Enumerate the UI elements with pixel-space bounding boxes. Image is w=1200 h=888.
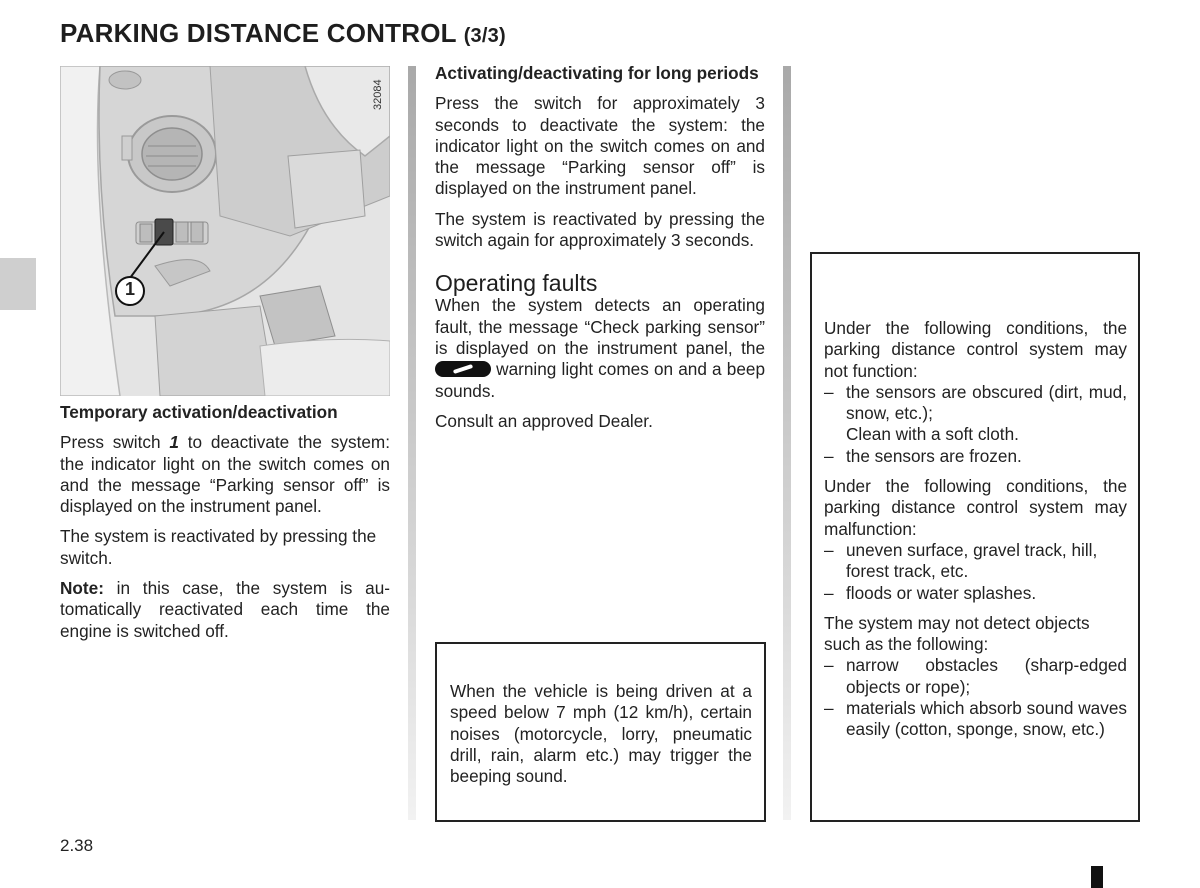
- conditions-box: [810, 252, 1140, 822]
- list-item-text: the sensors are frozen.: [846, 445, 1022, 466]
- list-item-text: narrow obstacles (sharp-edged objects or rope);: [846, 655, 1127, 697]
- list-item: [824, 655, 1127, 698]
- chapter-tab: [0, 258, 36, 310]
- not-detect-intro: The system may not detect objects such as the following:: [824, 612, 1090, 655]
- list-item: [824, 382, 1127, 446]
- end-of-section-mark: [1091, 866, 1103, 888]
- dash: –: [824, 381, 834, 402]
- list-item-text: floods or water splashes.: [846, 582, 1037, 603]
- dash: –: [824, 582, 834, 603]
- dashboard-illustration: [60, 66, 390, 396]
- long-period-heading: Activating/deactivating for long periods: [435, 63, 759, 83]
- list-item-sub: Clean with a soft cloth.: [846, 424, 1019, 445]
- reactivate-paragraph: The system is reactivated by pressing the switch.: [60, 526, 377, 568]
- speed-warning-box: [435, 642, 766, 822]
- note-label: Note:: [60, 578, 104, 599]
- note-text: in this case, the system is automatically reactivated each time the engine is switched off.: [60, 578, 390, 641]
- list-item: [824, 583, 1127, 604]
- list-item-text: materials which absorb sound waves easily (cotton, sponge, snow, etc.): [846, 698, 1127, 740]
- callout-number: 1: [124, 279, 135, 299]
- speed-warning-text: When the vehicle is being driven at a speed below 7 mph (12 km/h), certain noises (motorcycle, lorry, pneumatic drill, rain, alarm etc.) may trigger the beeping sound.: [450, 681, 752, 787]
- left-column: [60, 402, 390, 651]
- list-item-text: [846, 382, 1127, 446]
- dash: –: [824, 698, 834, 719]
- title-part: (3/3): [463, 25, 506, 47]
- temporary-text-a: Press switch: [60, 432, 170, 453]
- malfunction-intro: Under the following conditions, the parking distance control system may malfunction:: [824, 476, 1127, 539]
- conditions-content: [824, 318, 1127, 741]
- faults-text-a: When the system detects an operating fault, the message “Check parking sensor” is displayed on the instrument panel, the: [435, 295, 765, 358]
- temporary-heading: Temporary activation/deactivation: [60, 402, 338, 422]
- list-item-text: uneven surface, gravel track, hill, forest track, etc.: [846, 539, 1098, 582]
- switch-reference: 1: [169, 432, 179, 453]
- figure-reference: 32084: [372, 79, 384, 110]
- note-paragraph: [60, 578, 390, 642]
- dash: –: [824, 445, 834, 466]
- dashboard-drawing: [60, 66, 390, 396]
- temporary-paragraph: [60, 432, 390, 517]
- temporary-text-b: to deactivate the system: the indicator light on the switch comes on and the message “Parking sensor off” is displayed on the instrument panel.: [60, 432, 390, 517]
- no-function-intro: Under the following conditions, the parking distance control system may not function:: [824, 318, 1127, 381]
- dash: –: [824, 655, 834, 676]
- dealer-paragraph: Consult an approved Dealer.: [435, 410, 653, 431]
- page-number: 2.38: [60, 836, 94, 855]
- column-divider-left: [408, 66, 416, 820]
- service-wrench-icon: [435, 361, 491, 377]
- list-item: [824, 698, 1127, 741]
- list-item: [824, 446, 1127, 467]
- long-reactivate-paragraph: The system is reactivated by pressing the switch again for approximately 3 seconds.: [435, 208, 765, 251]
- dash: –: [824, 539, 834, 560]
- faults-text-b: warning light comes on and a beep sounds.: [435, 359, 765, 401]
- middle-column: [435, 63, 765, 441]
- faults-paragraph: [435, 295, 765, 401]
- column-divider-right: [783, 66, 791, 820]
- page-title: [60, 18, 506, 49]
- list-item: [824, 540, 1127, 583]
- long-period-paragraph: Press the switch for approximately 3 seconds to deactivate the system: the indicator light on the switch comes on and the message “Parking sensor off” is displayed on the instrument panel.: [435, 93, 765, 199]
- operating-faults-heading: Operating faults: [435, 270, 598, 297]
- list-item-main: the sensors are obscured (dirt, mud, snow, etc.);: [846, 381, 1127, 424]
- title-text: PARKING DISTANCE CONTROL: [60, 18, 457, 48]
